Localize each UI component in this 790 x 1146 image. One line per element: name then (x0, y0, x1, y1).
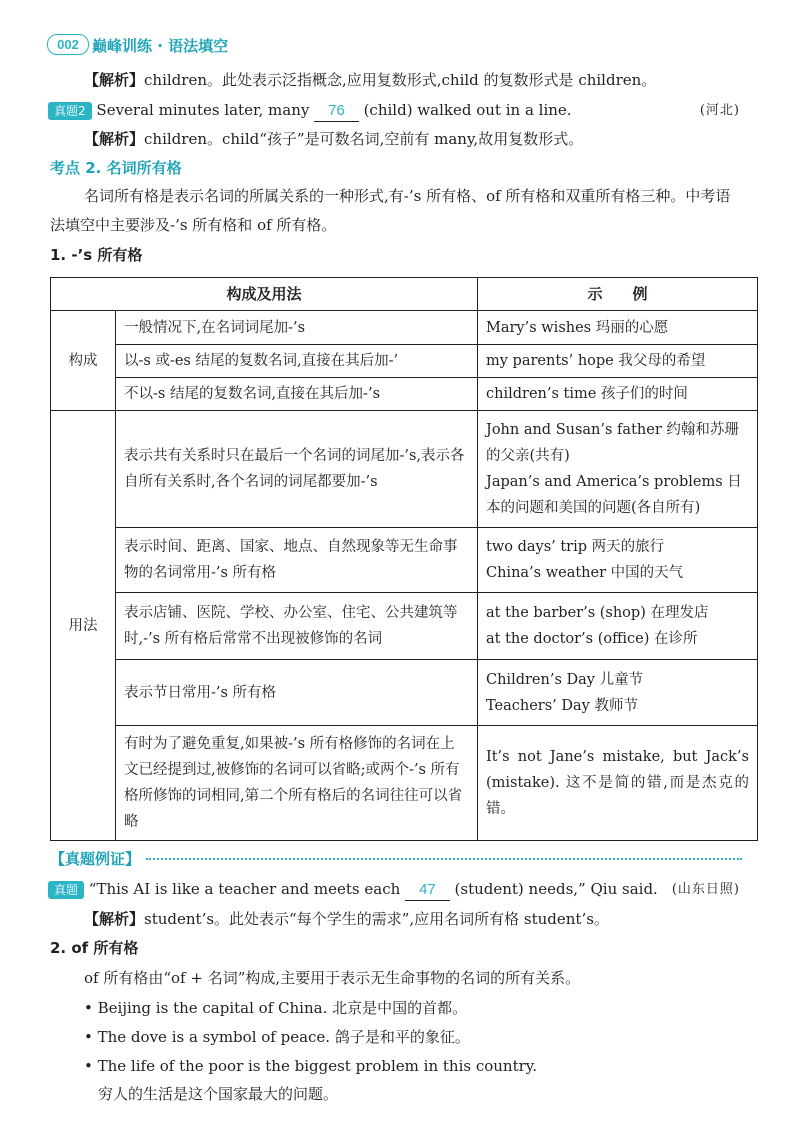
table-row (51, 345, 758, 378)
table-row (51, 593, 758, 660)
list-item-text: The life of the poor is the biggest problem in this country. (97, 1057, 538, 1075)
table-cell-example: my parents’ hope 我父母的希望 (478, 345, 758, 378)
example-section-label: 【真题例证】 (50, 850, 141, 868)
table-row (51, 528, 758, 593)
table-row (51, 378, 758, 411)
table-cell-usage: 一般情况下,在名词词尾加-’s (116, 311, 478, 345)
table-cell-example (478, 593, 758, 660)
table-header-example: 示 例 (478, 278, 758, 311)
analysis-bracket: 【解析】 (84, 71, 145, 89)
table-cell-usage: 有时为了避免重复,如果被-’s 所有格修饰的名词在上文已经提到过,被修饰的名词可以省略;或两个-’s 所有格所修饰的词相同,第二个所有格后的名词往往可以省略 (116, 726, 478, 841)
subsection-heading: 2. of 所有格 (50, 939, 139, 957)
analysis-bracket: 【解析】 (84, 130, 145, 148)
list-item (84, 1054, 537, 1078)
example-section-header (50, 848, 742, 869)
example-line: two days’ trip 两天的旅行 (486, 539, 665, 555)
question-text-before: “This AI is like a teacher and meets each (88, 880, 401, 898)
table-cell-example (478, 528, 758, 593)
list-item-text: The dove is a symbol of peace. 鸽子是和平的象征。 (97, 1028, 470, 1046)
question-line-2 (48, 98, 740, 122)
table-row (51, 726, 758, 841)
question-source: (山东日照) (671, 882, 740, 897)
answer-blank: 76 (314, 101, 359, 122)
question-text-before: Several minutes later, many (96, 101, 310, 119)
possessive-table (50, 277, 758, 841)
example-line: at the doctor’s (office) 在诊所 (486, 631, 698, 647)
question-tag: 真题2 (48, 102, 92, 120)
list-item-translation: 穷人的生活是这个国家最大的问题。 (98, 1085, 339, 1103)
table-cell-usage: 表示节日常用-’s 所有格 (116, 660, 478, 726)
question-source: (河北) (699, 103, 740, 118)
subsection-heading: 1. -’s 所有格 (50, 246, 143, 264)
bullet-icon: • (84, 1057, 98, 1075)
table-row (51, 660, 758, 726)
answer-blank: 47 (405, 880, 450, 901)
question-text-after: (student) needs,” Qiu said. (454, 880, 658, 898)
table-cell-usage: 表示店铺、医院、学校、办公室、住宅、公共建筑等时,-’s 所有格后常常不出现被修饰的名词 (116, 593, 478, 660)
table-header-usage: 构成及用法 (51, 278, 478, 311)
of-description: of 所有格由“of + 名词”构成,主要用于表示无生命事物的名词的所有关系。 (84, 969, 581, 987)
question-tag: 真题 (48, 881, 84, 899)
section-title: 考点 2. 名词所有格 (50, 159, 182, 177)
list-item (84, 996, 467, 1020)
example-line: Japan’s and America’s problems 日本的问题和美国的问题(各自所有) (486, 474, 742, 516)
example-line: Teachers’ Day 教师节 (486, 697, 638, 714)
table-row (51, 411, 758, 528)
bullet-icon: • (84, 999, 98, 1017)
table-cell-usage: 表示共有关系时只在最后一个名词的词尾加-’s,表示各自所有关系时,各个名词的词尾都要加-’s (116, 411, 478, 528)
table-cell-usage: 不以-s 结尾的复数名词,直接在其后加-’s (116, 378, 478, 411)
analysis-line-1 (84, 68, 740, 92)
example-line: John and Susan’s father 约翰和苏珊的父亲(共有) (486, 422, 739, 464)
table-cell-example: Mary’s wishes 玛丽的心愿 (478, 311, 758, 345)
table-row (51, 311, 758, 345)
analysis-line-3 (84, 907, 740, 931)
analysis-bracket: 【解析】 (84, 910, 145, 928)
question-text-after: (child) walked out in a line. (363, 101, 572, 119)
table-cell-example: children’s time 孩子们的时间 (478, 378, 758, 411)
list-item-text: Beijing is the capital of China. 北京是中国的首都。 (97, 999, 468, 1017)
page-number-badge: 002 (47, 34, 89, 55)
analysis-line-2 (84, 127, 740, 151)
analysis-text: student’s。此处表示“每个学生的需求”,应用名词所有格 student’s。 (144, 910, 609, 928)
example-line: China’s weather 中国的天气 (486, 565, 684, 581)
table-cell-example (478, 411, 758, 528)
table-cell-example (478, 660, 758, 726)
list-item (84, 1025, 470, 1049)
table-group-label: 构成 (51, 311, 116, 411)
table-group-label: 用法 (51, 411, 116, 841)
section-paragraph: 名词所有格是表示名词的所属关系的一种形式,有-’s 所有格、of 所有格和双重所有格三种。中考语法填空中主要涉及-’s 所有格和 of 所有格。 (50, 187, 731, 234)
example-line: at the barber’s (shop) 在理发店 (486, 605, 709, 621)
analysis-text: children。此处表示泛指概念,应用复数形式,child 的复数形式是 children。 (144, 71, 657, 89)
header-title: 巅峰训练 · 语法填空 (92, 37, 229, 55)
bullet-icon: • (84, 1028, 98, 1046)
example-question-line (48, 877, 658, 901)
dotted-divider (146, 858, 742, 860)
table-cell-usage: 以-s 或-es 结尾的复数名词,直接在其后加-’ (116, 345, 478, 378)
table-header-row (51, 278, 758, 311)
analysis-text: children。child“孩子”是可数名词,空前有 many,故用复数形式。 (144, 130, 584, 148)
table-cell-example: It’s not Jane’s mistake, but Jack’s (mistake). 这不是简的错,而是杰克的错。 (478, 726, 758, 841)
example-line: Children’s Day 儿童节 (486, 671, 644, 688)
table-cell-usage: 表示时间、距离、国家、地点、自然现象等无生命事物的名词常用-’s 所有格 (116, 528, 478, 593)
